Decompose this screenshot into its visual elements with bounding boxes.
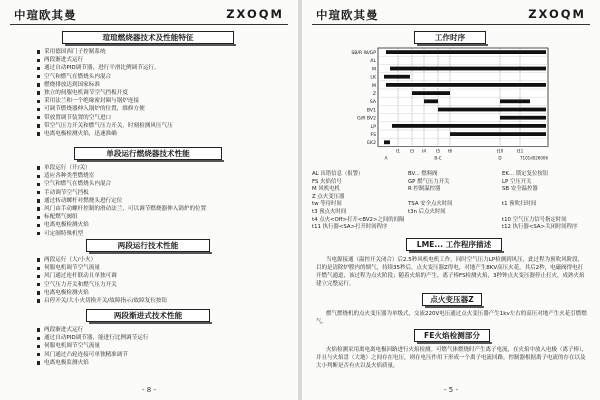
- list-item: 电离电极监测火焰: [36, 359, 148, 367]
- header-rule: [312, 24, 590, 25]
- section-title-features: 瑄瑄燃烧器技术及性能特征: [62, 31, 234, 44]
- list-item: 启停开关/大小火切换开关/故障指示/故障复位按钮: [36, 297, 167, 305]
- list-item: 标配燃气阀组: [36, 213, 206, 221]
- brand-name-en: ZXOQM: [226, 7, 284, 21]
- section-title-progressive: 两段渐进式技术性能: [86, 309, 210, 322]
- list-item: 风门由手动螺杆控制的滑动法兰，可以调节燃烧器伸入锅炉的位置: [36, 205, 206, 213]
- list-item: 可调节燃烧器伸入锅炉的位置，维修方便: [36, 105, 173, 113]
- list-item: 伺服电机调节空气流量: [36, 264, 167, 272]
- list-item: 单段运行（开/关）: [36, 164, 206, 172]
- feature-list: [36, 48, 173, 138]
- list-item: 空气压力开关和燃气压力开关: [36, 281, 167, 289]
- timing-row-label: BV1: [366, 108, 376, 114]
- list-item: 手动调节空气挡板: [36, 189, 206, 197]
- list-item: 两段渐进式运行: [36, 326, 148, 334]
- list-item: 空气和燃气在燃烧头内混合: [36, 180, 206, 188]
- list-item: 电离电极检测火焰，迅速准确: [36, 130, 173, 138]
- timing-row-label: FS: [370, 133, 376, 138]
- timing-signal-bar: [390, 67, 546, 71]
- progressive-list: [36, 326, 148, 367]
- timing-signal-bar: [500, 99, 530, 103]
- section-title-lme: LME... 工作程序描述: [406, 238, 502, 251]
- brand-name-cn: 中瑄欧其曼: [14, 8, 77, 22]
- legend-entry: TSA 安全点火时间: [408, 201, 453, 208]
- timing-signal-bar: [384, 75, 410, 79]
- two-stage-list: [36, 256, 167, 305]
- legend-entry: t1 预吹扫时间: [502, 201, 537, 208]
- brand-name-en: ZXOQM: [528, 7, 586, 21]
- timing-signal-bar: [386, 83, 546, 87]
- list-item: 适应各种类型燃烧室: [36, 172, 206, 180]
- header-rule: [10, 24, 288, 25]
- timing-time-label: t4: [421, 148, 427, 154]
- right-header: [316, 7, 586, 23]
- timing-signal-bar: [500, 116, 546, 120]
- timing-time-label: t6: [447, 148, 453, 154]
- section-title-two-stage: 两段运行技术性能: [86, 239, 210, 252]
- list-item: 通过自动PID调节器，进行平滑比例调节运行。: [36, 64, 173, 72]
- timing-diagram: [350, 46, 552, 164]
- brand-name-cn: 中瑄欧其曼: [316, 8, 379, 22]
- legend-entry: tw 等待时间: [312, 201, 342, 208]
- timing-time-label: t11: [516, 148, 524, 154]
- legend-entry: t3 预点火时间: [312, 208, 347, 215]
- list-item: 带空气压力开关和燃气压力开关，时刻检测风压气压: [36, 122, 173, 130]
- timing-signal-bar: [438, 108, 546, 112]
- list-item: 独立的伺服电机调节空气挡板开度: [36, 89, 173, 97]
- legend-entry: t12 执行器<SA>关闭时间程序: [502, 224, 578, 231]
- section-title-single-stage: 单段运行燃烧器技术性能: [74, 147, 222, 160]
- timing-signal-bar: [424, 99, 438, 103]
- list-item: 通过转动螺杆对燃烧头进行定位: [36, 197, 206, 205]
- list-item: 空气和燃气在燃烧头内混合: [36, 73, 173, 81]
- timing-row-label: G/R BV2: [357, 116, 376, 122]
- legend-entry: t10 空气压力信号指定时间: [502, 216, 567, 223]
- list-item: 可定制特殊机型: [36, 230, 206, 238]
- legend-entry: LP 空压开关: [502, 178, 532, 185]
- timing-row-label: SB/R W/GP: [351, 51, 376, 56]
- timing-time-label: t10: [496, 148, 504, 154]
- timing-signal-bar: [450, 132, 546, 136]
- ignition-description: 燃气燃烧机的点火变压器为单级式，交流220V电压通过点火变压器产生1kv左右的高压对地产生火花引燃燃气。: [316, 311, 587, 325]
- legend-entry: t3n 后点火时间: [408, 208, 446, 215]
- timing-row-label: LP: [370, 124, 376, 130]
- timing-row-label: EK2: [367, 141, 376, 147]
- list-item: 采用法兰和一个绝缘密封圈与锅炉连接: [36, 97, 173, 105]
- timing-row-label: M: [372, 83, 376, 89]
- single-stage-list: [36, 164, 206, 238]
- list-item: 采用德国西门子控制系统: [36, 48, 173, 56]
- legend-entry: GP 燃气压力开关: [408, 178, 450, 185]
- timing-row-label: SA: [369, 100, 376, 106]
- list-item: 风门通过连杆联动且单独可调: [36, 272, 167, 280]
- left-page: [0, 0, 298, 400]
- list-item: 两段运行（大/小火）: [36, 256, 167, 264]
- list-item: 两段渐进式运行: [36, 56, 173, 64]
- timing-row-label: M: [372, 67, 376, 73]
- section-title-flame-detection: FE火焰检测部分: [414, 329, 490, 342]
- lme-description: 当电源接通（温控开关闭合）后2.5秒风机电机工作，同时空气压力LP检测到风压，此过程为预吹风阶段，目的是清除炉膛内的烟气，持续35秒后，点火变压器Z得电，对地产生8KV高压火花，其后2秒，电磁阀得电打开燃气通道，该过程为点火阶段；随着火焰的产生，离子棒FS检测火焰，3秒钟点火变压器停止打火，成熟火焰建立完整运行。: [316, 257, 585, 287]
- timing-time-label: t3: [409, 148, 415, 154]
- legend-entry: BV... 燃料阀: [408, 171, 438, 177]
- timing-row-label: LK: [370, 75, 376, 81]
- section-title-timing: 工作时序: [414, 31, 486, 44]
- list-item: 风门通过凸轮连接可单独精准调节: [36, 351, 148, 359]
- timing-row-label: AL: [370, 59, 376, 65]
- legend-entry: t4 点火<Off>打开<BV2>之间的间隔: [312, 216, 405, 223]
- timing-signal-bar: [392, 124, 546, 128]
- timing-signal-bar: [386, 50, 546, 54]
- legend-entry: FS 火焰信号: [312, 178, 342, 185]
- legend-entry: M 风机电机: [312, 186, 340, 193]
- timing-signal-bar: [412, 91, 450, 95]
- right-page: [302, 0, 600, 400]
- list-item: 通过自动PID调节器，能进行比例调节运行: [36, 334, 148, 342]
- timing-diagram-code: 7101d026006: [520, 155, 548, 161]
- legend-entry: t11 执行器<SA>打开时间程序: [312, 224, 388, 231]
- page-number: - 8 -: [142, 386, 156, 394]
- section-title-ignition: 点火变压器Z: [422, 293, 482, 306]
- list-item: 带放置调节装置的空气进口: [36, 114, 173, 122]
- left-header: [14, 7, 284, 23]
- timing-time-label: t1: [395, 148, 401, 154]
- page-number: - 5 -: [444, 386, 458, 394]
- legend-entry: R 控制温控器: [408, 186, 441, 193]
- timing-phase-mark: A: [384, 155, 388, 161]
- list-item: 伺服电机调节空气流量: [36, 342, 148, 350]
- timing-phase-mark: D: [498, 155, 502, 161]
- legend-entry: SB 安全温控器: [502, 186, 538, 193]
- list-item: 电离电极检测火焰: [36, 289, 167, 297]
- timing-signal-bar: [384, 140, 390, 144]
- legend-entry: AL 出错信息（报警）: [312, 171, 364, 177]
- legend-entry: Z 点火变压器: [312, 193, 345, 200]
- legend-entry: EK... 锁定复位按钮: [502, 171, 549, 177]
- list-item: 燃烧排放达到国家标准: [36, 81, 173, 89]
- timing-phase-mark: B-C: [434, 155, 442, 161]
- timing-time-label: t5: [435, 148, 441, 154]
- list-item: 电离电极检测火焰: [36, 221, 206, 229]
- timing-row-label: Z: [372, 92, 376, 97]
- flame-detection-description: 火焰检测采用离电离电极回路进行火焰检测。可燃气体燃烧时产生离子电流，在火焰中放入电极（离子棒），并且与火焰盘（大地）之间存在电压，则在电压作用下形成一个离子电流回路。控制器根据离子电流的存在以及大小判断是否有火以及火焰质量。: [316, 347, 588, 369]
